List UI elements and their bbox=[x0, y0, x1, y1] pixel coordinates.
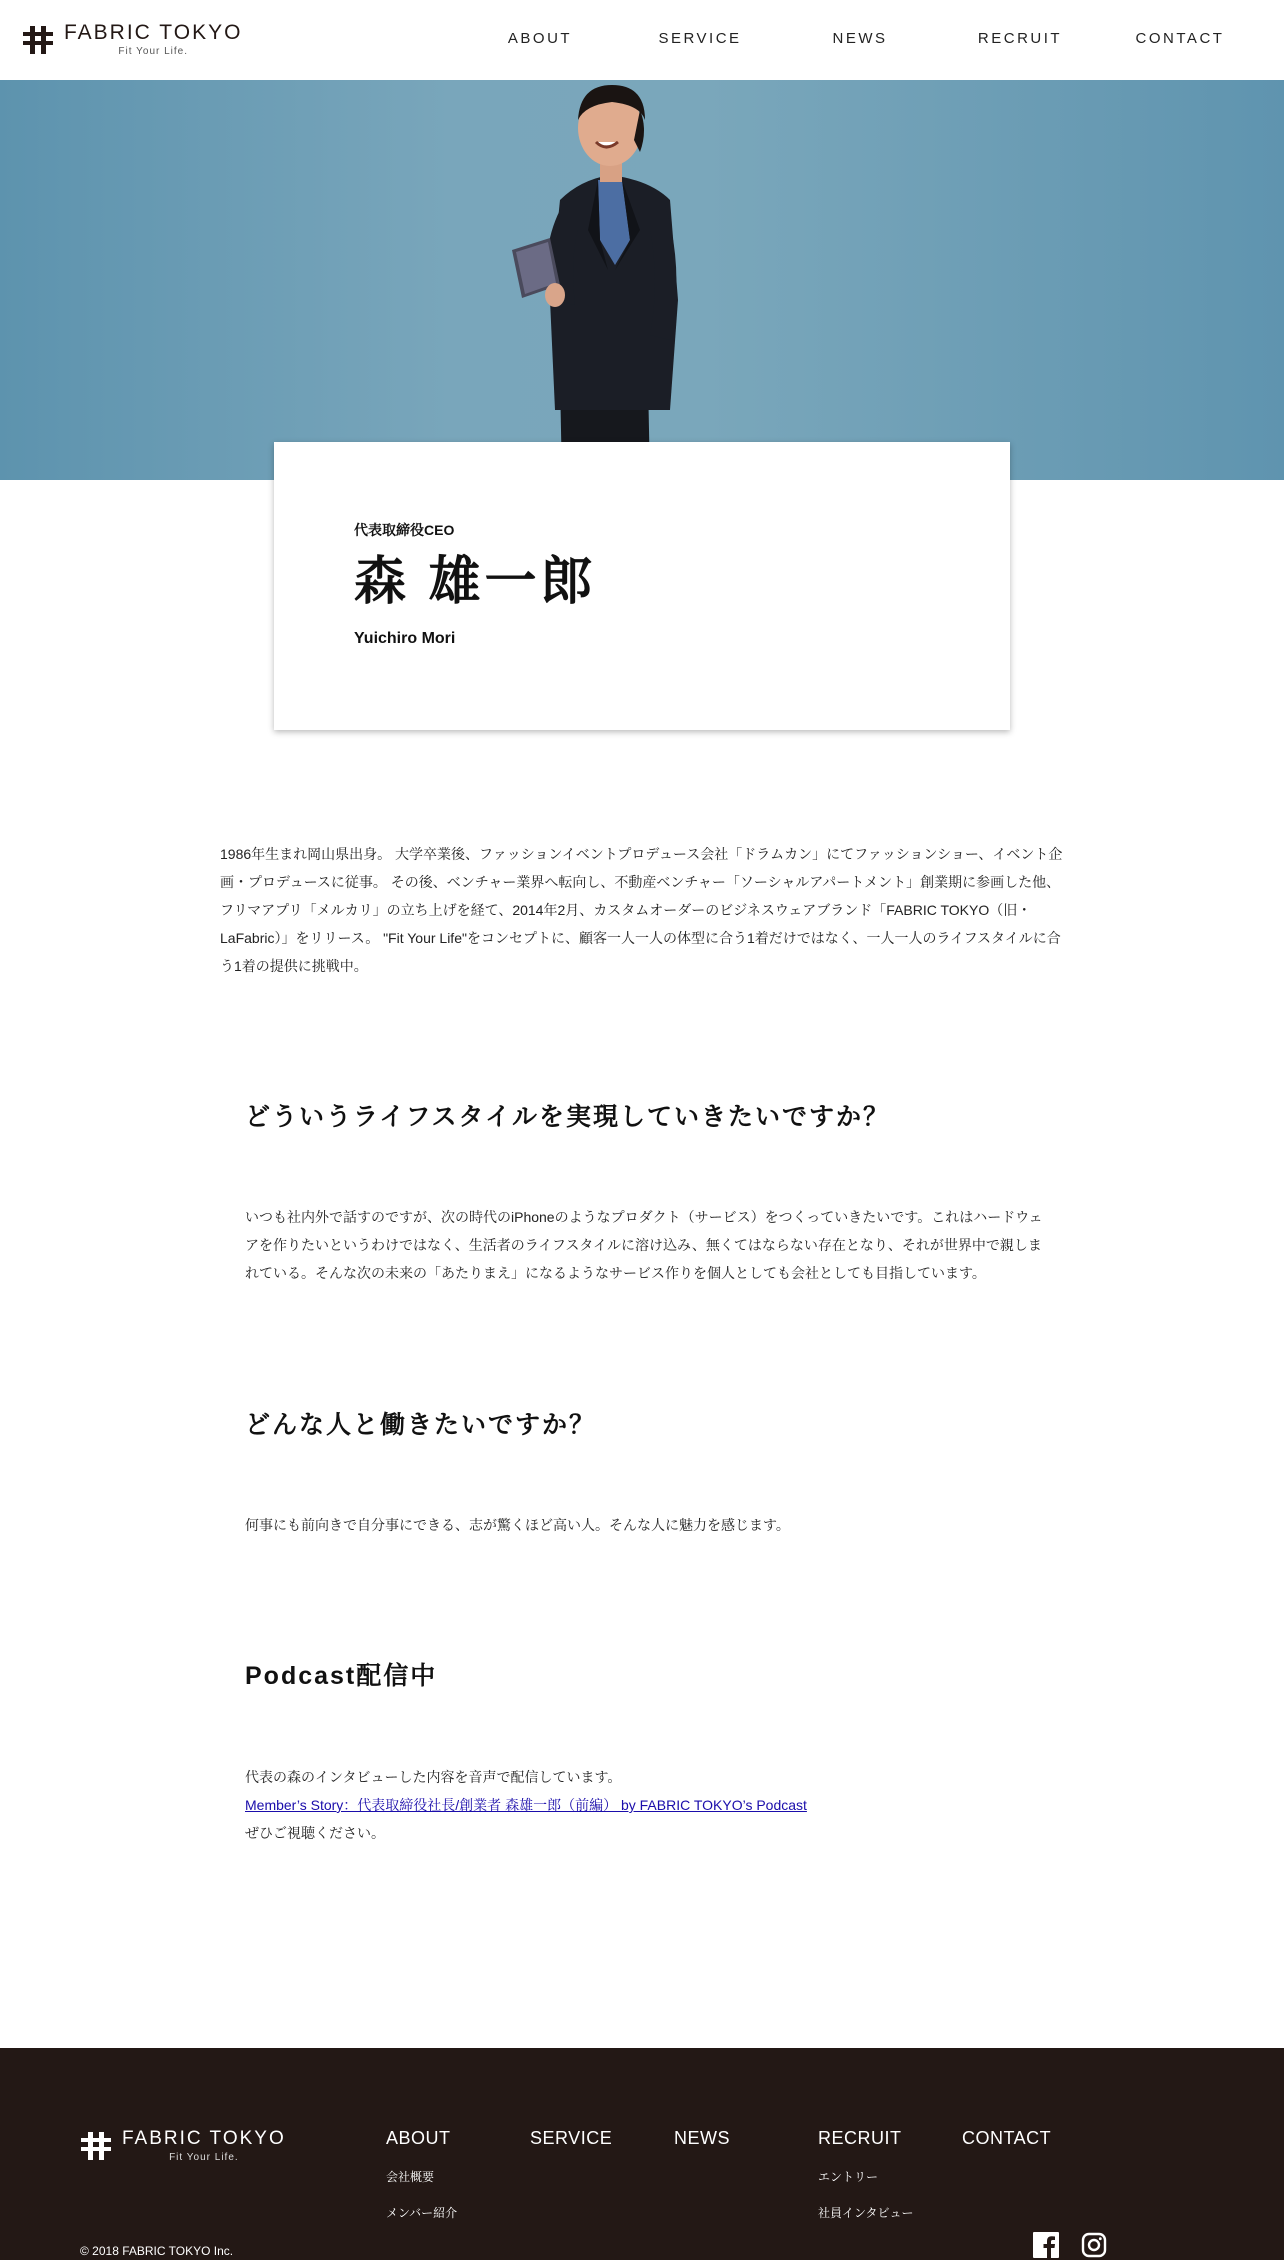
instagram-icon[interactable] bbox=[1081, 2232, 1107, 2258]
footer-link-entry[interactable]: エントリー bbox=[818, 2170, 879, 2184]
footer-service[interactable]: SERVICE bbox=[530, 2128, 613, 2148]
role-title: 代表取締役CEO bbox=[354, 522, 455, 538]
nav-contact[interactable]: CONTACT bbox=[1135, 30, 1225, 47]
footer-logo[interactable] bbox=[80, 2128, 286, 2164]
footer-about[interactable]: ABOUT bbox=[386, 2128, 451, 2148]
ceo-photo bbox=[500, 80, 720, 480]
section-body-people: 何事にも前向きで自分事にできる、志が驚くほど高い人。そんな人に魅力を感じます。 bbox=[245, 1517, 790, 1533]
footer-logo-tagline: Fit Your Life. bbox=[169, 2152, 239, 2163]
main-nav bbox=[0, 30, 1284, 50]
section-title-people: どんな人と働きたいですか？ bbox=[245, 1411, 597, 1439]
section-body-podcast bbox=[245, 1763, 1045, 1847]
facebook-icon[interactable] bbox=[1033, 2232, 1059, 2258]
person-name-romaji: Yuichiro Mori bbox=[354, 630, 456, 647]
nav-about[interactable]: ABOUT bbox=[507, 30, 573, 47]
footer-link-interviews[interactable]: 社員インタビュー bbox=[818, 2206, 914, 2220]
footer-contact[interactable]: CONTACT bbox=[962, 2128, 1052, 2148]
nav-news[interactable]: NEWS bbox=[832, 30, 888, 47]
site-header bbox=[0, 0, 1284, 80]
footer-link-members[interactable]: メンバー紹介 bbox=[386, 2206, 458, 2220]
hero-image bbox=[0, 80, 1284, 480]
section-body-lifestyle: いつも社内外で話すのですが、次の時代のiPhoneのようなプロダクト（サービス）をつくっていきたいです。これはハードウェアを作りたいというわけではなく、生活者のライフスタイルに溶け込み、無くてはならない存在となり、それが世界中で親しまれている。そんな次の未来の「あたりまえ」になるようなサービス作りを個人としても会社としても目指しています。 bbox=[245, 1209, 1043, 1281]
podcast-line-3: ぜひご視聴ください。 bbox=[245, 1825, 385, 1841]
nav-service[interactable]: SERVICE bbox=[658, 30, 742, 47]
section-title-lifestyle: どういうライフスタイルを実現していきたいですか？ bbox=[245, 1103, 891, 1131]
section-title-podcast: Podcast配信中 bbox=[245, 1662, 438, 1690]
nav-recruit[interactable]: RECRUIT bbox=[977, 30, 1063, 47]
copyright: © 2018 FABRIC TOKYO Inc. bbox=[80, 2244, 234, 2258]
podcast-line-1: 代表の森のインタビューした内容を音声で配信しています。 bbox=[245, 1769, 622, 1785]
intro-text: 1986年生まれ岡山県出身。 大学卒業後、ファッションイベントプロデュース会社「ドラムカン」にてファッションショー、イベント企画・プロデュースに従事。 その後、ベンチャー業界へ転向し、不動産ベンチャー「ソーシャルアパートメント」創業期に参画した他、フリマアプリ「メルカリ」の立ち上げを経て、2014年2月、カスタムオーダーのビジネスウェアブランド「FABRIC TOKYO（旧・LaFabric）」をリリース。 "Fit Your Life"をコンセプトに、顧客一人一人の体型に合う1着だけではなく、一人一人のライフスタイルに合う1着の提供に挑戦中。 bbox=[220, 846, 1063, 974]
footer-logo-text: FABRIC TOKYO bbox=[122, 2128, 286, 2149]
site-footer bbox=[0, 2048, 1284, 2260]
person-name: 森 雄一郎 bbox=[354, 553, 597, 611]
profile-card bbox=[274, 442, 1010, 730]
logo-tagline: Fit Your Life. bbox=[118, 46, 189, 57]
footer-recruit[interactable]: RECRUIT bbox=[818, 2128, 902, 2148]
fabric-logo-icon bbox=[80, 2130, 112, 2162]
podcast-link[interactable]: Member’s Story：代表取締役社長/創業者 森雄一郎（前編） by FABRIC TOKYO’s Podcast bbox=[245, 1797, 807, 1813]
footer-link-company[interactable]: 会社概要 bbox=[386, 2170, 435, 2184]
logo-text: FABRIC TOKYO bbox=[64, 21, 243, 44]
footer-news[interactable]: NEWS bbox=[674, 2128, 730, 2148]
